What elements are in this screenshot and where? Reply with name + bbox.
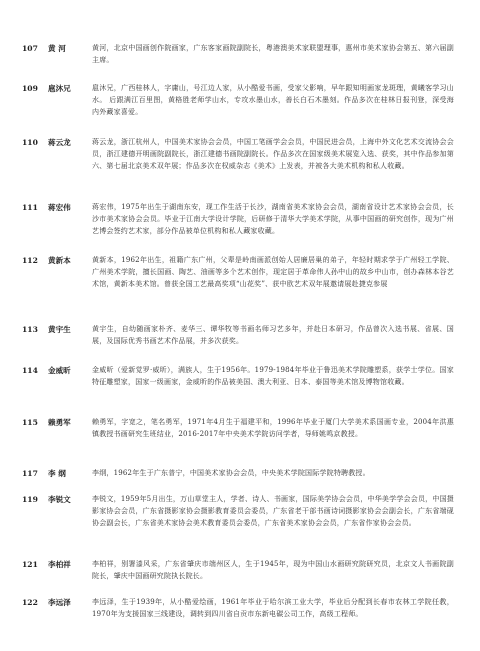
entry-number: 122 [22, 598, 38, 607]
entry-number: 113 [22, 325, 38, 334]
entry-number: 115 [22, 418, 38, 427]
artist-bio: 金威昕（爱新觉罗·威昕），满族人，生于1956年。1979-1984年毕业于鲁迅美术学院雕塑系，获学士学位。国家特征雕塑家，国家一级画家，金威昕的作品被美国、澳大利亚、日本、泰国等美术馆及博物馆收藏。 [92, 366, 454, 386]
artist-bio: 黄新本，1962年出生，祖籍广东广州，父辈是岭南画派创始人居廉居巢的弟子，年轻时期求学于广州轻工学院、广州美术学院，擅长国画、陶艺、油画等多个艺术创作，现定居于革命伟人孙中山的故乡中山市，创办森林本谷艺术馆，黄新本美术馆。曾获全国工艺最高奖项“山花奖”、获中欧艺术双年展邀请展赴捷克参展 [92, 256, 454, 288]
artist-name: 李锐文 [48, 495, 71, 504]
artist-bio: 蒋云龙，浙江杭州人，中国美术家协会会员，中国工笔画学会会员，中国民进会员，上海中外文化艺术交流协会会员，浙江建德开明画院副院长，浙江建德书画院副院长。作品多次在国家级美术展览入选、获奖，其中作品参加第六、第七届北京美术双年展；作品多次在权威杂志《美术》上发表，并被各大美术机构和私人收藏。 [92, 138, 454, 170]
entry-number: 109 [22, 84, 38, 93]
artist-name: 黄新本 [48, 256, 71, 265]
entry-number: 117 [22, 469, 38, 478]
artist-bio: 李柏祥，别署漆风采，广东省肇庆市端州区人，生于1945年，现为中国山水画研究院研究员，北京文人书画院副院长，肇庆中国画研究院执长院长。 [92, 560, 454, 580]
entry-number: 112 [22, 256, 38, 265]
artist-name: 扈沐兄 [48, 84, 71, 93]
artist-name: 李柏祥 [48, 560, 71, 569]
artist-name: 蒋云龙 [48, 138, 71, 147]
entry-number: 110 [22, 138, 38, 147]
artist-bio: 黄宇生，自幼随画家朴齐、麦华三、谭华牧等书画名师习艺多年，并赴日本研习，作品曾次入选书展、省展、国展，及国际优秀书画艺术作品展，并多次获奖。 [92, 325, 454, 345]
artist-name: 赖勇军 [48, 418, 71, 427]
entry-number: 114 [22, 366, 38, 375]
artist-bio: 蒋宏伟，1975年出生于湖南东安，现工作生活于长沙，湖南省美术家协会会员，湖南省设计艺术家协会会员，长沙市美术家协会会员。毕业于江南大学设计学院，后研修于清华大学美术学院，从事中国画的研究创作，现为广州艺博会签约艺术家，部分作品被单位机构和私人藏家收藏。 [92, 203, 454, 235]
artist-bio: 黄河，北京中国画创作院画家，广东客家画院副院长，粤港澳美术家联盟理事，惠州市美术家协会第五、第六届副主席。 [92, 44, 454, 64]
artist-name: 蒋宏伟 [48, 203, 71, 212]
artist-bio: 李纲，1962年生于广东普宁，中国美术家协会会员，中央美术学院国际学院特聘教授。 [92, 469, 370, 477]
entry-number: 111 [22, 203, 38, 212]
artist-name: 李 纲 [48, 469, 66, 478]
artist-name: 黄 河 [48, 44, 66, 53]
artist-name: 黄宇生 [48, 325, 71, 334]
artist-name: 金威昕 [48, 366, 71, 375]
artist-name: 李远泽 [48, 598, 71, 607]
artist-bio: 赖勇军，字宽之，笔名勇军，1971年4月生于福建平和，1996年毕业于厦门大学美术系国画专业，2004年洪惠镇教授书画研究生班结业，2016-2017年中央美术学院访问学者，导师姚鸣京教授。 [92, 418, 454, 438]
artist-bio: 李锐文，1959年5月出生，万山草堂主人，学者、诗人、书画家，国际美学协会会员，中华美学学会会员，中国摄影家协会会员，广东省摄影家协会摄影教育委员会委员，广东省老干部书画诗词摄影家协会会副会长，广东省端砚协会副会长，广东省美术家协会美术教育委员会委员，广东省美术家协会会员，广东省作家协会会员。 [92, 495, 454, 527]
entry-number: 121 [22, 560, 38, 569]
entry-number: 107 [22, 44, 38, 53]
artist-bio: 扈沐兄，广西桂林人，字庸山，号江边人家，从小酷爱书画，受家父影响，早年跟知明画家龙斑理，黄曦客学习山水。 后跟满江百里图，黄格胜老师学山水，专攻水墨山水，善长白石木墨刻。作品多次在桂林日报刊登，深受海内外藏家喜爱。 [92, 84, 454, 116]
entry-number: 119 [22, 495, 38, 504]
artist-bio: 李远泽，生于1939年，从小酷爱绘画，1961年毕业于哈尔滨工业大学，毕业后分配到长春市农林工学院任教，1970年为支援国家三线建设，调转到四川省自贡市东新电碳公司工作，高级工程师。 [92, 598, 454, 618]
